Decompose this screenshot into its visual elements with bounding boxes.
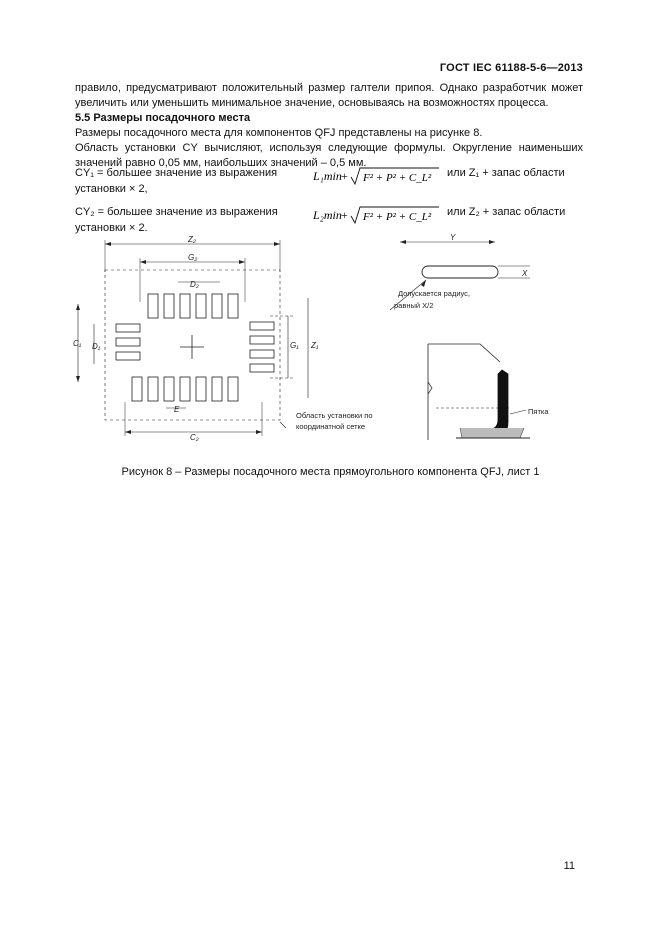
formula-cy2-root: F² + P² + C_L² bbox=[363, 211, 432, 223]
label-d1: D₁ bbox=[92, 342, 101, 351]
radius-note-line2: равный X/2 bbox=[394, 301, 434, 310]
pad-shape-view bbox=[390, 233, 530, 310]
courtyard-note-line2: координатной сетке bbox=[296, 422, 366, 431]
formula-cy1-tail: установки × 2, bbox=[75, 183, 148, 195]
label-z1: Z₁ bbox=[311, 341, 319, 350]
figure-caption: Рисунок 8 – Размеры посадочного места прямоугольного компонента QFJ, лист 1 bbox=[121, 466, 540, 478]
label-e: E bbox=[174, 405, 180, 414]
page-number: 11 bbox=[563, 860, 575, 872]
formula-cy2-lmin: L₂min bbox=[313, 208, 342, 222]
formula-cy2-left: CY₂ = большее значение из выражения bbox=[75, 206, 278, 218]
svg-text:+: + bbox=[341, 169, 348, 183]
formula-cy1-lmin: L₁min bbox=[313, 169, 342, 183]
heel-label: Пятка bbox=[528, 407, 549, 416]
label-z2: Z₂ bbox=[188, 235, 196, 244]
formula-cy2-right: или Z₂ + запас области bbox=[447, 206, 566, 218]
paragraph-3: Область установки CY вычисляют, используя следующие формулы. Округление наименьших значений равно 0,05 мм, наибольших значений – 0,5 мм. bbox=[75, 142, 583, 169]
label-g1: G₁ bbox=[290, 341, 299, 350]
figure-8-drawing bbox=[73, 232, 570, 454]
formula-cy1-left: CY₁ = большее значение из выражения bbox=[75, 167, 278, 179]
section-title: 5.5 Размеры посадочного места bbox=[75, 112, 251, 124]
label-c1: C₁ bbox=[73, 339, 82, 348]
formula-cy1-right: или Z₁ + запас области bbox=[447, 167, 565, 179]
formula-cy2-expression bbox=[311, 205, 443, 229]
land-pattern-view bbox=[73, 235, 373, 442]
svg-text:+: + bbox=[341, 208, 348, 222]
paragraph-2: Размеры посадочного места для компонентов QFJ представлены на рисунке 8. bbox=[75, 127, 483, 139]
label-c2: C₂ bbox=[190, 433, 199, 442]
formula-cy1-root: F² + P² + C_L² bbox=[363, 172, 432, 184]
text-block bbox=[75, 81, 583, 171]
formula-cy1-expression bbox=[311, 166, 443, 190]
label-g2: G₂ bbox=[188, 253, 198, 262]
j-lead-profile-view bbox=[428, 344, 549, 440]
formula-cy2-tail: установки × 2. bbox=[75, 222, 148, 234]
document-header: ГОСТ IEC 61188-5-6—2013 bbox=[439, 62, 583, 74]
label-d2: D₂ bbox=[190, 280, 199, 289]
formula-cy2 bbox=[75, 205, 583, 235]
label-x: X bbox=[522, 269, 528, 278]
label-y: Y bbox=[450, 233, 456, 242]
paragraph-1: правило, предусматривают положительный размер галтели припоя. Однако разработчик может увеличить или уменьшить минимальное значение, основываясь на возможностях процесса. bbox=[75, 82, 583, 109]
courtyard-note-line1: Область установки по bbox=[296, 411, 373, 420]
radius-note-line1: Допускается радиус, bbox=[398, 289, 471, 298]
formula-cy1 bbox=[75, 166, 583, 196]
